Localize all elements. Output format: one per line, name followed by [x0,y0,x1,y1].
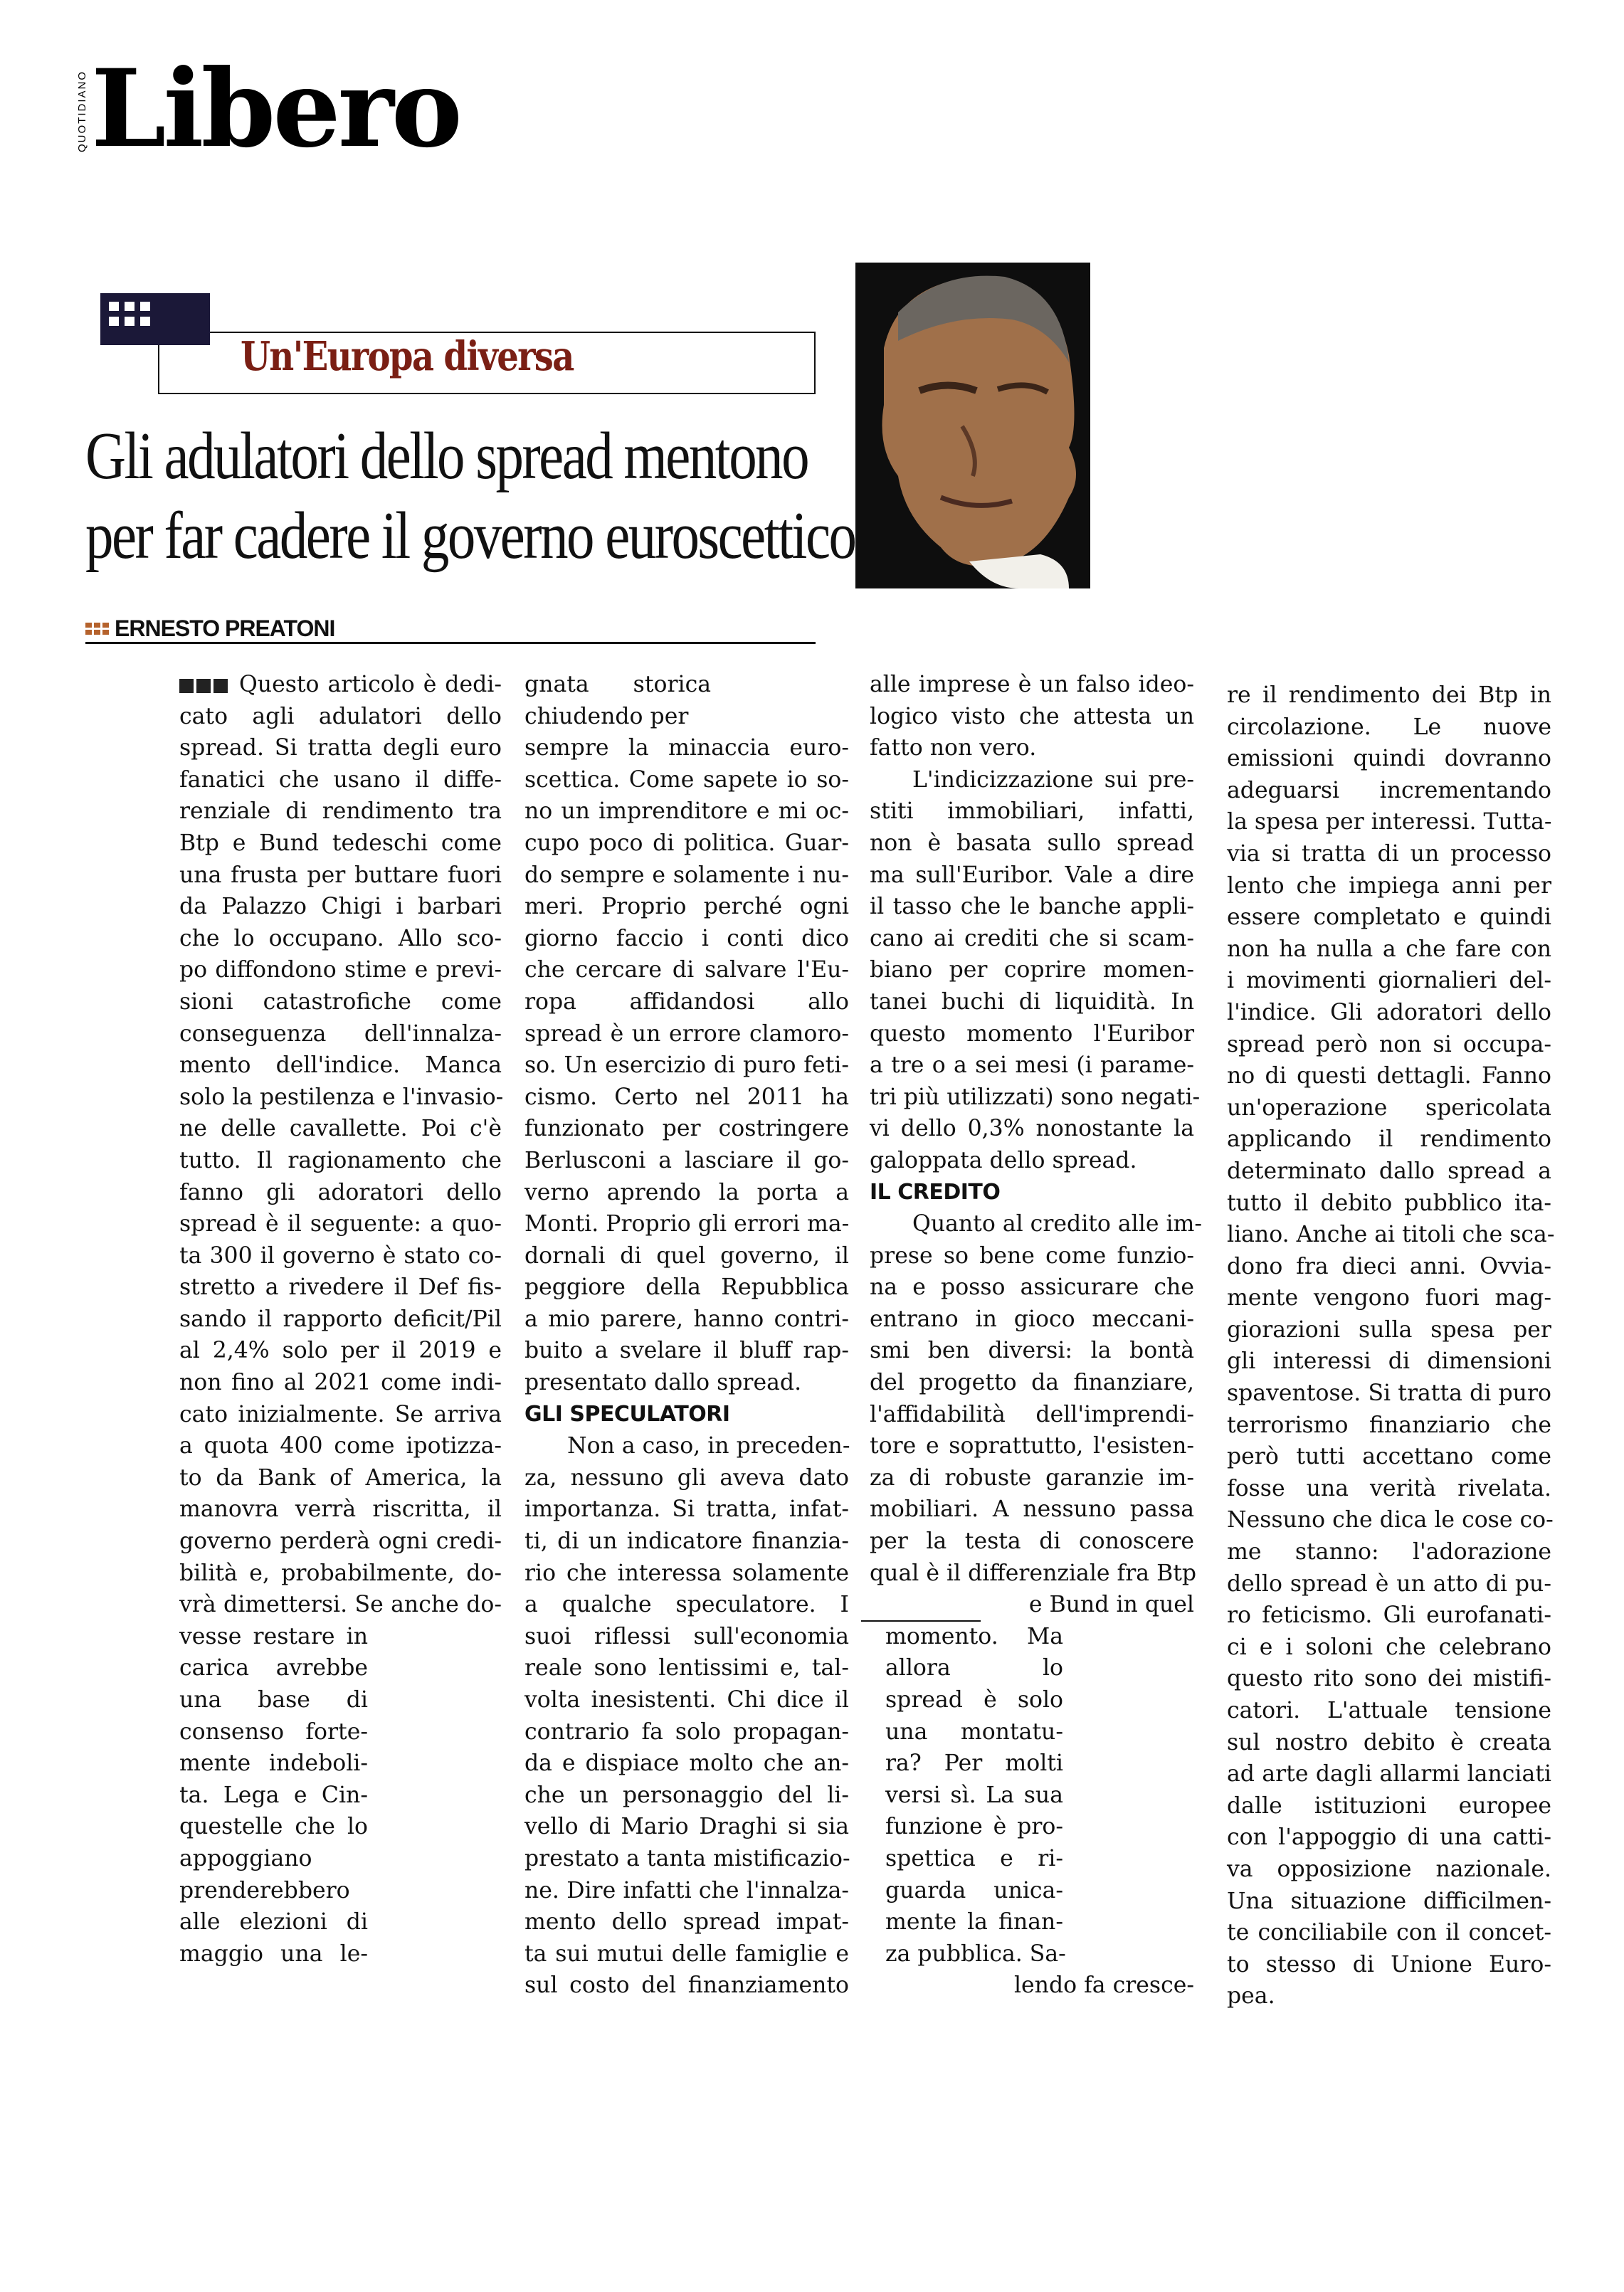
text-line: ta sui mutui delle famiglie e [524,1940,849,1967]
text-line: la spesa per interessi. Tutta- [1227,809,1552,835]
text-line: va opposizione nazionale. [1227,1856,1551,1882]
text-line: catori. L'attuale tensione [1227,1698,1551,1723]
text-line: no di questi dettagli. Fanno [1227,1063,1551,1089]
text-line: no un imprenditore e mi oc- [524,798,849,825]
text-line: a qualche speculatore. I [524,1592,849,1618]
text-line: vello di Mario Draghi si sia [524,1814,849,1840]
text-line: vrà dimettersi. Se anche do- [179,1592,502,1618]
text-line: spettica e ri- [885,1845,1063,1871]
masthead-logo [76,46,460,171]
text-line: liano. Anche ai titoli che sca- [1227,1222,1555,1248]
text-line: stretto a rivedere il Def fis- [179,1274,502,1301]
text-line: determinato dallo spread a [1227,1158,1551,1184]
text-line: mente la finan- [885,1909,1063,1935]
text-line: cato inizialmente. Se arriva [179,1401,502,1427]
text-line: consenso forte- [179,1718,368,1745]
text-line: chiudendo per [524,703,689,729]
text-line: questo momento l'Euribor [870,1020,1194,1047]
text-line: dello spread è un atto di pu- [1227,1570,1551,1597]
text-line: che un personaggio del li- [524,1782,849,1808]
text-line: tutto il debito pubblico ita- [1227,1190,1551,1216]
text-line: funzione è pro- [885,1814,1063,1840]
text-line: gnata storica [524,672,711,697]
text-line: applicando il rendimento [1227,1126,1551,1153]
text-line: spread è solo [885,1687,1063,1713]
text-line: presentato dallo spread. [524,1370,802,1396]
text-line: to da Bank of America, la [179,1464,502,1491]
text-line: ci e i soloni che celebrano [1227,1634,1551,1660]
text-line: logico visto che attesta un [870,703,1194,729]
text-line: il tasso che le banche appli- [870,894,1194,920]
text-line: prese so bene come funzio- [870,1242,1194,1269]
text-line: mobiliari. A nessuno passa [870,1496,1194,1523]
text-line: Una situazione difficilmen- [1227,1888,1551,1914]
text-line: importanza. Si tratta, infat- [524,1496,849,1523]
text-line: ne delle cavallette. Poi c'è [179,1116,502,1142]
text-line: cano ai crediti che si scam- [870,925,1194,951]
text-line: tutto. Il ragionamento che [179,1147,502,1173]
text-line: galoppata dello spread. [870,1147,1137,1173]
text-line: via si tratta di un processo [1227,840,1551,867]
text-line: Btp e Bund tedeschi come [179,830,502,856]
text-line: governo perderà ogni credi- [179,1528,502,1555]
text-line: l'indice. Gli adoratori dello [1227,999,1551,1025]
text-line: qual è il differenziale fra Btp [870,1560,1197,1586]
text-line: prestato a tanta mistificazio- [524,1845,850,1871]
text-line: ma sull'Euribor. Vale a dire [870,862,1194,888]
text-line: giorazioni sulla spesa per [1227,1316,1551,1343]
subheading-il-credito: IL CREDITO [870,1179,1001,1205]
text-line: spread è il seguente: a quo- [179,1211,502,1237]
text-line: carica avrebbe [179,1655,368,1681]
text-line: a tre o a sei mesi (i parame- [870,1052,1194,1079]
text-line: ti, di un indicatore finanzia- [524,1528,849,1555]
text-line: peggiore della Repubblica [524,1274,849,1301]
text-line: versi sì. La sua [885,1782,1063,1808]
text-line: dalle istituzioni europee [1227,1792,1551,1819]
text-line: sando il rapporto deficit/Pil [179,1306,502,1332]
text-line: spread. Si tratta degli euro [179,735,502,761]
text-line: to stesso di Unione Euro- [1227,1951,1551,1977]
text-line: te conciliabile con il concet- [1227,1920,1551,1946]
text-line: suoi riflessi sull'economia [524,1623,849,1649]
text-line: cismo. Certo nel 2011 ha [524,1084,849,1110]
text-line: sioni catastrofiche come [179,988,502,1015]
text-line: adeguarsi incrementando [1227,777,1551,803]
text-line: prenderebbero [179,1877,350,1903]
text-line: do sempre e solamente i nu- [524,862,849,888]
text-line: Quanto al credito alle im- [912,1211,1203,1237]
text-line: entrano in gioco meccani- [870,1306,1194,1332]
text-line: L'indicizzazione sui pre- [912,766,1194,793]
text-line: mente vengono fuori mag- [1227,1285,1551,1311]
text-line: per la testa di conoscere [870,1528,1194,1555]
text-line: ra? Per molti [885,1750,1063,1777]
text-line: Questo articolo è dedi- [179,669,502,701]
text-line: Non a caso, in preceden- [567,1433,850,1459]
text-line: lendo fa cresce- [1013,1973,1194,1999]
headline [85,416,855,576]
text-line: meri. Proprio perché ogni [524,894,849,920]
text-line: po diffondono stime e previ- [179,957,502,983]
text-line: essere completato e quindi [1227,904,1551,931]
text-line: so. Un esercizio di puro feti- [524,1052,849,1079]
narrow-text-block [524,669,711,732]
text-line: una frusta per buttare fuori [179,862,502,888]
narrow-text-block [179,1621,368,1970]
text-line: sempre la minaccia euro- [524,735,849,761]
text-line: emissioni quindi dovranno [1227,746,1551,772]
text-line: stiti immobiliari, infatti, [870,798,1194,825]
logo-tagline: QUOTIDIANO [76,70,88,152]
text-line: una montatu- [885,1718,1063,1745]
text-line: Nessuno che dica le cose co- [1227,1507,1554,1533]
text-line: smi ben diversi: la bontà [870,1338,1194,1364]
text-line: za pubblica. Sa- [885,1940,1066,1967]
text-line: che cercare di salvare l'Eu- [524,957,849,983]
text-line: gli interessi di dimensioni [1227,1348,1551,1375]
text-line: alle imprese è un falso ideo- [870,672,1194,697]
text-line: volta inesistenti. Chi dice il [524,1687,849,1713]
text-line: mente indeboli- [179,1750,368,1777]
text-line: questo rito sono dei mistifi- [1227,1666,1551,1692]
article-column-1 [179,669,502,1970]
text-line: però tutti accettano come [1227,1444,1551,1470]
text-line: a mio parere, hanno contri- [524,1306,849,1332]
text-line: tore e soprattutto, l'esisten- [870,1433,1194,1459]
text-line: che lo occupano. Allo sco- [179,925,502,951]
text-line: questelle che lo [179,1814,368,1840]
text-line: vi dello 0,3% nonostante la [870,1116,1194,1142]
text-line: ro feticismo. Gli eurofanati- [1227,1602,1551,1629]
text-line: alle elezioni di [179,1909,368,1935]
headline-line-2: per far cadere il governo euroscettico [85,499,855,573]
text-line: verno aprendo la porta a [524,1179,849,1205]
text-line: contrario fa solo propagan- [524,1718,849,1745]
text-line: rio che interessa solamente [524,1560,849,1586]
text-line: lento che impiega anni per [1227,872,1551,899]
text-line: manovra verrà riscritta, il [179,1496,502,1523]
text-line: conseguenza dell'innalza- [179,1020,502,1047]
text-line: i movimenti giornalieri del- [1227,968,1551,994]
narrow-text-block [885,1621,1066,1970]
text-line: non ha nulla a che fare con [1227,936,1551,962]
text-line: sul costo del finanziamento [524,1973,849,1999]
text-line: ropa affidandosi allo [524,988,849,1015]
text-line: dono fra dieci anni. Ovvia- [1227,1253,1551,1279]
text-line: za, nessuno gli aveva dato [524,1464,849,1491]
text-line: reale sono lentissimi e, tal- [524,1655,849,1681]
text-line: del progetto da finanziare, [870,1370,1194,1396]
text-line: ne. Dire infatti che l'innalza- [524,1877,849,1903]
author-photo [855,263,1090,588]
text-line: fanno gli adoratori dello [179,1179,502,1205]
text-line: sul nostro debito è creata [1227,1729,1551,1755]
byline [85,615,816,644]
text-line: ta 300 il governo è stato co- [179,1242,502,1269]
column-divider-rule [861,1620,981,1622]
paragraph-marker-icon [213,679,228,693]
text-line: funzionato per costringere [524,1116,849,1142]
text-line: fanatici che usano il diffe- [179,766,502,793]
text-line: cato agli adulatori dello [179,703,502,729]
byline-grid-icon [85,623,109,635]
text-line: guarda unica- [885,1877,1063,1903]
text-line: re il rendimento dei Btp in [1227,682,1551,708]
text-line: una base di [179,1687,368,1713]
text-line: bilità e, probabilmente, do- [179,1560,502,1586]
text-line: da e dispiace molto che an- [524,1750,849,1777]
text-line: giorno faccio i conti dico [524,925,849,951]
text-line: mento dello spread impat- [524,1909,849,1935]
headline-line-1: Gli adulatori dello spread mentono [85,419,808,493]
text-line: appoggiano [179,1845,312,1871]
text-line: l'affidabilità dell'imprendi- [870,1401,1194,1427]
text-line: Berlusconi a lasciare il go- [524,1147,849,1173]
text-line: tanei buchi di liquidità. In [870,988,1194,1015]
text-line: fatto non vero. [870,735,1037,761]
text-line: con l'appoggio di una catti- [1227,1824,1551,1851]
text-line: non è basata sullo spread [870,830,1194,856]
text-line: circolazione. Le nuove [1227,714,1551,740]
text-line: Monti. Proprio gli errori ma- [524,1211,850,1237]
text-line: dornali di quel governo, il [524,1242,849,1269]
text-line: terrorismo finanziario che [1227,1412,1551,1438]
text-line: spaventose. Si tratta di puro [1227,1380,1551,1407]
text-line: ad arte dagli allarmi lanciati [1227,1761,1551,1787]
text-line: maggio una le- [179,1940,368,1967]
text-line: momento. Ma [885,1623,1063,1649]
author-name: ERNESTO PREATONI [115,615,335,641]
text-line: ta. Lega e Cin- [179,1782,368,1808]
text-line: renziale di rendimento tra [179,798,502,825]
text-line: biano per coprire momen- [870,957,1194,983]
article-column-3 [870,669,1203,2002]
text-line: cupo poco di politica. Guar- [524,830,849,856]
text-line: spread però non si occupa- [1227,1031,1551,1057]
article-column-2 [524,669,849,2002]
section-grid-icon [100,293,210,345]
text-line: vesse restare in [179,1623,368,1649]
text-line: solo la pestilenza e l'invasio- [179,1084,504,1110]
text-line: al 2,4% solo per il 2019 e [179,1338,502,1364]
text-line: non fino al 2021 come indi- [179,1370,502,1396]
text-line: a quota 400 come ipotizza- [179,1433,502,1459]
portrait-image [855,263,1090,588]
text-line: mento dell'indice. Manca [179,1052,502,1079]
logo-wordmark: Libero [91,46,460,171]
kicker-label: Un'Europa diversa [241,333,574,380]
text-line: un'operazione spericolata [1227,1094,1551,1121]
text-line: scettica. Come sapete io so- [524,766,849,793]
text-line: allora lo [885,1655,1063,1681]
paragraph-marker-icon [179,679,194,693]
article-column-4 [1227,680,1555,2012]
text-line: e Bund in quel [1028,1592,1194,1618]
text-line: spread è un errore clamoro- [524,1020,849,1047]
subheading-gli-speculatori: GLI SPECULATORI [524,1401,730,1427]
text-line: me stanno: l'adorazione [1227,1539,1551,1565]
text-line: za di robuste garanzie im- [870,1464,1194,1491]
text-line: pea. [1227,1983,1275,2010]
text-line: da Palazzo Chigi i barbari [179,894,502,920]
text-line: na e posso assicurare che [870,1274,1194,1301]
text-line: fosse una verità rivelata. [1227,1475,1551,1501]
paragraph-marker-icon [196,679,211,693]
text-line: tri più utilizzati) sono negati- [870,1084,1201,1110]
text-line: buito a svelare il bluff rap- [524,1338,849,1364]
